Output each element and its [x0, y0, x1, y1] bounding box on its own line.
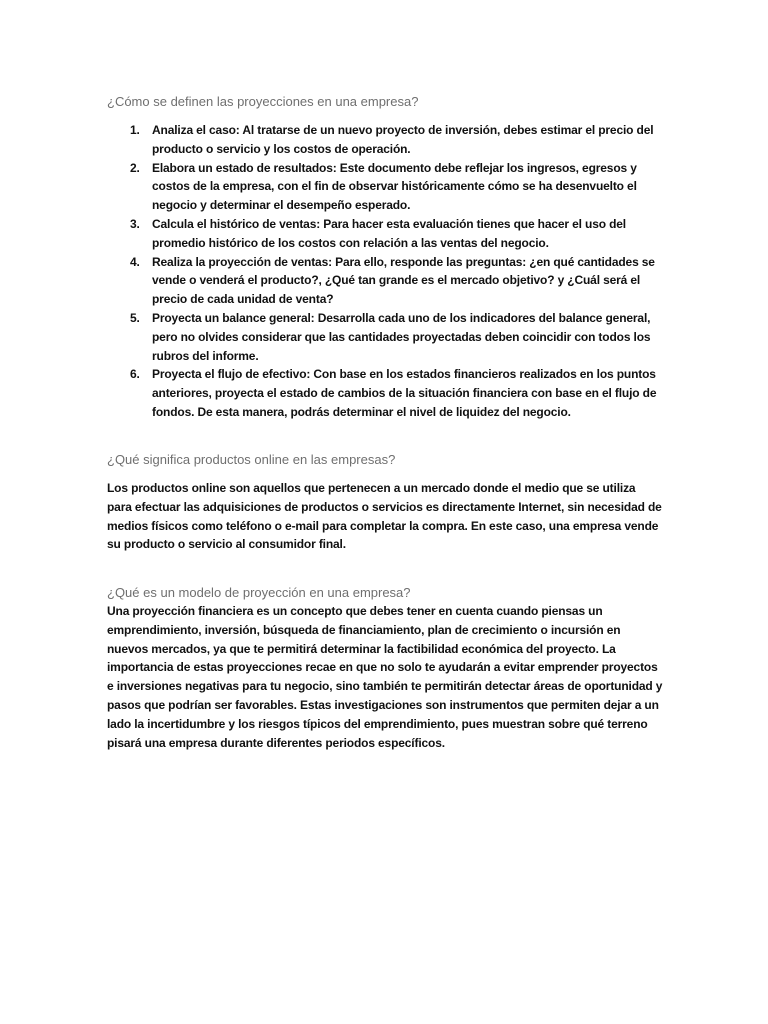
section-online-products — [107, 451, 663, 469]
section-paragraph: Los productos online son aquellos que pertenecen a un mercado donde el medio que se utiliza para efectuar las adquisiciones de productos o servicios es directamente Internet, sin necesidad de medios físicos como teléfono o e-mail para completar la compra. En este caso, una empresa vende su producto o servicio al consumidor final. — [107, 481, 662, 552]
list-item-number: 5. — [130, 310, 140, 325]
list-item — [107, 215, 663, 253]
list-item-text: Calcula el histórico de ventas: Para hacer esta evaluación tienes que hacer el uso del promedio histórico de los costos con relación a las ventas del negocio. — [152, 216, 626, 250]
section-heading: ¿Qué es un modelo de proyección en una empresa? — [107, 585, 411, 600]
list-item-number: 4. — [130, 254, 140, 269]
section-heading: ¿Cómo se definen las proyecciones en una empresa? — [107, 94, 419, 109]
section-heading: ¿Qué significa productos online en las empresas? — [107, 452, 396, 467]
section-projection-model — [107, 584, 663, 752]
list-item-text: Analiza el caso: Al tratarse de un nuevo proyecto de inversión, debes estimar el precio del producto o servicio y los costos de operación. — [152, 123, 654, 156]
projection-steps-list — [107, 121, 663, 422]
list-item — [107, 121, 663, 159]
list-item-number: 6. — [130, 367, 140, 382]
list-item — [107, 365, 663, 421]
list-item-text: Proyecta un balance general: Desarrolla cada uno de los indicadores del balance general, pero no olvides considerar que las cantidades proyectadas deben coincidir con todos los rubros del informe. — [152, 310, 651, 363]
list-item-text: Realiza la proyección de ventas: Para ello, responde las preguntas: ¿en qué cantidades se vende o venderá el producto?, ¿Qué tan grande es el mercado objetivo? y ¿Cuál será el precio de cada unidad de venta? — [152, 254, 655, 307]
list-item — [107, 159, 663, 215]
list-item-number: 1. — [130, 123, 140, 137]
list-item-text: Proyecta el flujo de efectivo: Con base en los estados financieros realizados en los puntos anteriores, proyecta el estado de cambios de la situación financiera con base en el flujo de fondos. De esta manera, podrás determinar el nivel de liquidez del negocio. — [152, 367, 657, 419]
section-projections-definition — [107, 93, 663, 111]
list-item-number: 2. — [130, 160, 140, 175]
list-item-number: 3. — [130, 216, 140, 231]
section-paragraph: Una proyección financiera es un concepto que debes tener en cuenta cuando piensas un emprendimiento, inversión, búsqueda de financiamiento, plan de crecimiento o incursión en nuevos mercados, ya que te permitirá determinar la factibilidad económica del proyecto. La importancia de estas proyecciones recae en que no solo te ayudarán a evitar emprender proyectos e inversiones negativas para tu negocio, sino también te permitirán detectar áreas de oportunidad y pasos que podrían ser favorables. Estas investigaciones son instrumentos que permiten dejar a un lado la incertidumbre y los riesgos típicos del emprendimiento, pues muestran sobre qué terreno pisará una empresa durante diferentes periodos específicos. — [107, 604, 663, 750]
list-item-text: Elabora un estado de resultados: Este documento debe reflejar los ingresos, egresos y costos de la empresa, con el fin de observar históricamente cómo se ha desenvuelto el negocio y determinar el desempeño esperado. — [152, 160, 637, 213]
list-item — [107, 309, 663, 365]
list-item — [107, 253, 663, 309]
